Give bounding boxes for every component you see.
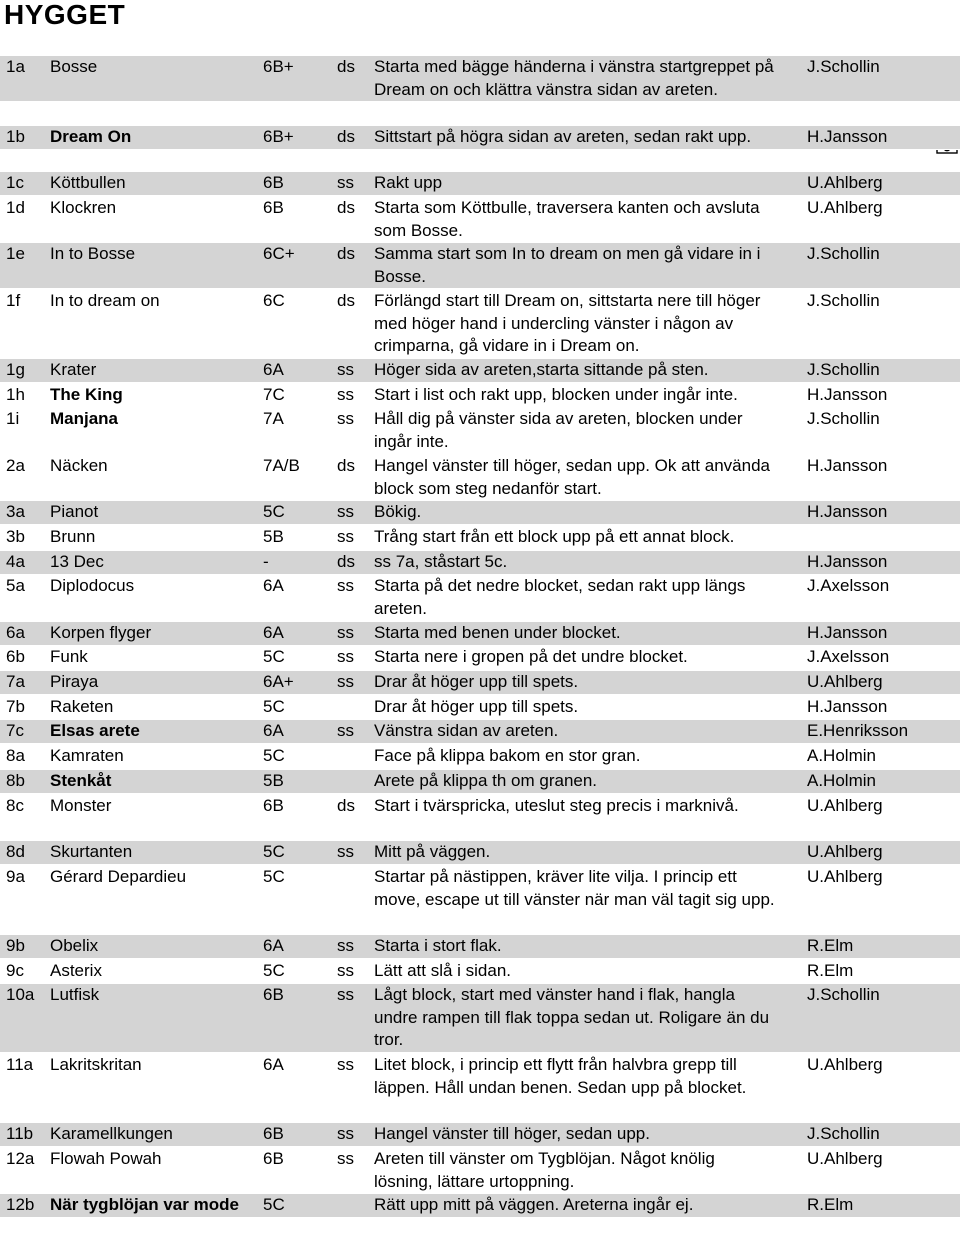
problem-description [374,56,804,101]
problem-id: 7a [6,672,25,691]
problem-description [374,290,804,358]
description-line: Starta nere i gropen på det undre blocket. [374,647,688,666]
problem-grade: 6B [263,173,284,192]
problem-grade: 7A/B [263,456,300,475]
row-divider [0,549,960,550]
problem-start-type: ds [337,244,355,263]
row-divider [0,864,960,865]
problem-name: Obelix [50,936,99,955]
problem-id: 5a [6,576,25,595]
description-line: Rakt upp [374,173,443,192]
problem-start-type: ss [337,1124,354,1143]
description-line: block som steg nedanför start. [374,478,602,498]
problem-description [374,646,804,669]
problem-author: J.Schollin [807,244,880,263]
problem-name: Kamraten [50,746,124,765]
description-line: Start i tvärspricka, uteslut steg precis i marknivå. [374,796,739,815]
table-row [0,960,960,984]
problem-name: Köttbullen [50,173,126,192]
description-line: Trång start från ett block upp på ett annat block. [374,527,735,546]
table-row [0,575,960,621]
description-line: lösning, lättare urtoppning. [374,1171,575,1191]
problem-grade: 6A [263,623,284,642]
problem-id: 8b [6,771,25,790]
problem-id: 8c [6,796,24,815]
problem-author: U.Ahlberg [807,842,883,861]
problem-name: Karamellkungen [50,1124,173,1143]
problem-id: 6b [6,647,25,666]
problem-start-type: ss [337,409,354,428]
table-row [0,359,960,383]
problem-id: 1e [6,244,25,263]
row-divider [0,1146,960,1147]
problem-author: U.Ahlberg [807,1149,883,1168]
problem-id: 4a [6,552,25,571]
description-line: Höger sida av areten,starta sittande på sten. [374,360,709,379]
problem-name: Gérard Depardieu [50,867,187,886]
problem-name: In to dream on [50,291,160,310]
row-divider [0,1052,960,1053]
row-divider [0,382,960,383]
description-line: Vänstra sidan av areten. [374,721,559,740]
description-line: Litet block, i princip ett flytt från halvbra grepp till [374,1055,737,1074]
table-row [0,671,960,695]
description-line: Arete på klippa th om granen. [374,771,598,790]
problem-grade: 5C [263,502,285,521]
problem-name: Funk [50,647,88,666]
description-line: med höger hand i undercling vänster i någon av [374,313,734,333]
problem-grade: 5C [263,746,285,765]
problem-id: 10a [6,985,35,1004]
problem-name: Flowah Powah [50,1149,162,1168]
problem-author: U.Ahlberg [807,796,883,815]
problem-name: Brunn [50,527,96,546]
problem-name: Asterix [50,961,102,980]
problem-start-type: ss [337,1149,354,1168]
table-row [0,841,960,865]
problem-start-type: ss [337,721,354,740]
problem-start-type: ds [337,552,355,571]
problem-name: Bosse [50,57,98,76]
row-divider [0,195,960,196]
problem-description [374,1054,804,1099]
description-line: Starta med bägge händerna i vänstra startgreppet på [374,57,774,76]
description-line: Rätt upp mitt på väggen. Areterna ingår ej. [374,1195,694,1214]
problem-description [374,745,804,768]
description-line: Face på klippa bakom en stor gran. [374,746,641,765]
problem-author: J.Schollin [807,1124,880,1143]
row-divider [0,1099,960,1100]
problem-description [374,1148,804,1193]
problem-grade: 5C [263,961,285,980]
problem-description [374,551,804,574]
row-divider [0,768,960,769]
description-line: Areten till vänster om Tygblöjan. Något knölig [374,1149,715,1168]
problem-author: R.Elm [807,1195,854,1214]
problem-author: H.Jansson [807,456,888,475]
description-line: Starta som Köttbulle, traversera kanten och avsluta [374,198,760,217]
problem-start-type: ss [337,985,354,1004]
problem-id: 1g [6,360,25,379]
problem-grade: 6B [263,1149,284,1168]
problem-author: A.Holmin [807,771,876,790]
problem-id: 8d [6,842,25,861]
problem-author: J.Axelsson [807,576,890,595]
problem-id: 11b [6,1124,34,1143]
description-line: Förlängd start till Dream on, sittstarta nere till höger [374,291,761,310]
table-row [0,1194,960,1218]
description-line: Start i list och rakt upp, blocken under ingår inte. [374,385,738,404]
problem-name: Näcken [50,456,108,475]
problem-grade: 6C [263,291,285,310]
problem-author: J.Schollin [807,985,880,1004]
problem-description [374,720,804,743]
problem-grade: 6C+ [263,244,295,263]
table-row [0,622,960,646]
table-row [0,696,960,720]
table-row [0,866,960,912]
problem-id: 2a [6,456,25,475]
table-row [0,720,960,744]
problem-name: När tygblöjan var mode [50,1195,239,1214]
problem-author: H.Jansson [807,385,888,404]
table-row [0,197,960,243]
problem-id: 11a [6,1055,34,1074]
problem-id: 1a [6,57,25,76]
problem-description [374,197,804,242]
problem-description [374,671,804,694]
problem-name: Lakritskritan [50,1055,142,1074]
problem-grade: 5C [263,697,285,716]
problem-author: A.Holmin [807,746,876,765]
problem-grade: 6B+ [263,57,294,76]
problem-author: H.Jansson [807,623,888,642]
problem-description [374,770,804,793]
problem-grade: 6A [263,721,284,740]
problem-start-type: ss [337,385,354,404]
description-line: Hangel vänster till höger, sedan upp. Ok att använda [374,456,770,475]
row-divider [0,669,960,670]
row-divider [0,1217,960,1218]
problem-description [374,935,804,958]
description-line: Hangel vänster till höger, sedan upp. [374,1124,650,1143]
problem-grade: 6B [263,796,284,815]
problem-description [374,455,804,500]
problem-grade: 6B+ [263,127,294,146]
problem-author: H.Jansson [807,127,888,146]
problem-description [374,408,804,453]
problem-id: 7c [6,721,24,740]
problem-grade: 5C [263,1195,285,1214]
description-line: Drar åt höger upp till spets. [374,697,579,716]
problem-start-type: ss [337,173,354,192]
problem-id: 9c [6,961,24,980]
table-row [0,1123,960,1147]
description-line: Drar åt höger upp till spets. [374,672,579,691]
problem-description [374,126,804,149]
table-row [0,126,960,150]
problem-id: 12a [6,1149,35,1168]
table-row [0,56,960,102]
problem-id: 1i [6,409,20,428]
problem-id: 1h [6,385,25,404]
problem-name: Manjana [50,409,119,428]
row-divider [0,818,960,819]
row-divider [0,694,960,695]
problem-name: Elsas arete [50,721,140,740]
page-title: HYGGET [4,0,126,30]
problem-name: Monster [50,796,112,815]
problem-start-type: ss [337,1055,354,1074]
problem-author: R.Elm [807,961,854,980]
description-line: Håll dig på vänster sida av areten, blocken under [374,409,743,428]
problem-grade: 7C [263,385,285,404]
problem-description [374,243,804,288]
description-line: Bökig. [374,502,422,521]
description-line: Sittstart på högra sidan av areten, sedan rakt upp. [374,127,752,146]
problem-description [374,526,804,549]
description-line: move, escape ut till vänster när man väl tagit sig upp. [374,889,775,909]
problem-grade: 5C [263,867,285,886]
description-line: ss 7a, ståstart 5c. [374,552,508,571]
problem-description [374,841,804,864]
problem-grade: 7A [263,409,284,428]
problem-id: 9b [6,936,25,955]
problem-author: E.Henriksson [807,721,909,740]
problem-author: J.Schollin [807,409,880,428]
problem-name: Krater [50,360,97,379]
problem-author: J.Schollin [807,360,880,379]
table-row [0,290,960,359]
problem-id: 1d [6,198,25,217]
row-divider [0,793,960,794]
description-line: tror. [374,1030,404,1050]
problem-author: R.Elm [807,936,854,955]
problem-start-type: ss [337,936,354,955]
problem-id: 8a [6,746,25,765]
problem-name: Skurtanten [50,842,133,861]
problem-author: J.Axelsson [807,647,890,666]
table-row [0,1054,960,1100]
problem-description [374,384,804,407]
problem-id: 6a [6,623,25,642]
problem-author: H.Jansson [807,697,888,716]
table-row [0,745,960,769]
problem-id: 1c [6,173,24,192]
problem-description [374,1194,804,1217]
row-divider [0,101,960,102]
table-row [0,408,960,454]
problem-name: The King [50,385,123,404]
problem-grade: 5B [263,771,284,790]
problem-id: 12b [6,1195,35,1214]
problem-grade: 5C [263,842,285,861]
problem-grade: 6B [263,198,284,217]
problem-author: U.Ahlberg [807,1055,883,1074]
description-line: crimparna, gå vidare in i Dream on. [374,336,640,356]
problem-name: Stenkåt [50,771,112,790]
problem-start-type: ss [337,961,354,980]
problem-grade: 6B [263,1124,284,1143]
description-line: Mitt på väggen. [374,842,491,861]
table-row [0,243,960,289]
problem-author: U.Ahlberg [807,198,883,217]
problem-description [374,1123,804,1146]
problem-description [374,172,804,195]
problem-id: 9a [6,867,25,886]
problem-start-type: ds [337,456,355,475]
problem-grade: 6A [263,1055,284,1074]
problem-start-type: ss [337,502,354,521]
problem-start-type: ds [337,291,355,310]
problem-description [374,795,804,818]
description-line: Starta i stort flak. [374,936,502,955]
problem-grade: 6A+ [263,672,294,691]
problem-name: In to Bosse [50,244,136,263]
problem-description [374,984,804,1052]
description-line: läppen. Håll undan benen. Sedan upp på blocket. [374,1077,747,1097]
problem-start-type: ss [337,647,354,666]
table-row [0,795,960,819]
row-divider [0,743,960,744]
problem-id: 3a [6,502,25,521]
problem-name: 13 Dec [50,552,104,571]
table-row [0,172,960,196]
problem-grade: 6A [263,936,284,955]
problem-grade: 6A [263,576,284,595]
table-row [0,526,960,550]
table-row [0,1148,960,1194]
problem-start-type: ds [337,127,355,146]
table-row [0,935,960,959]
problem-start-type: ss [337,360,354,379]
table-row [0,770,960,794]
description-line: Starta på det nedre blocket, sedan rakt upp längs [374,576,746,595]
description-line: Startar på nästippen, kräver lite vilja. I princip ett [374,867,737,886]
row-divider [0,149,960,150]
description-line: Starta med benen under blocket. [374,623,621,642]
problem-author: U.Ahlberg [807,867,883,886]
problem-start-type: ss [337,672,354,691]
problem-start-type: ds [337,57,355,76]
problem-grade: 6B [263,985,284,1004]
problem-id: 7b [6,697,25,716]
row-divider [0,911,960,912]
problem-name: Klockren [50,198,117,217]
description-line: som Bosse. [374,220,463,240]
problem-start-type: ds [337,796,355,815]
description-line: Lågt block, start med vänster hand i flak, hangla [374,985,735,1004]
problem-author: H.Jansson [807,552,888,571]
problem-start-type: ss [337,576,354,595]
problem-name: Pianot [50,502,99,521]
problem-grade: 5C [263,647,285,666]
problem-name: Lutfisk [50,985,100,1004]
problem-start-type: ss [337,623,354,642]
problem-grade: 6A [263,360,284,379]
problem-start-type: ds [337,198,355,217]
problem-author: J.Schollin [807,57,880,76]
problem-name: Dream On [50,127,132,146]
table-row [0,384,960,408]
problem-author: J.Schollin [807,291,880,310]
table-row [0,551,960,575]
problem-description [374,501,804,524]
problem-description [374,960,804,983]
description-line: Lätt att slå i sidan. [374,961,512,980]
description-line: Dream on och klättra vänstra sidan av areten. [374,79,718,99]
problem-name: Diplodocus [50,576,135,595]
problem-author: H.Jansson [807,502,888,521]
problem-id: 1b [6,127,25,146]
row-divider [0,958,960,959]
description-line: ingår inte. [374,431,449,451]
problem-id: 3b [6,527,25,546]
problem-name: Raketen [50,697,114,716]
description-line: Samma start som In to dream on men gå vidare in i [374,244,761,263]
problem-author: U.Ahlberg [807,672,883,691]
problem-start-type: ss [337,527,354,546]
problem-id: 1f [6,291,21,310]
description-line: Bosse. [374,266,426,286]
problem-description [374,622,804,645]
table-row [0,501,960,525]
description-line: areten. [374,598,427,618]
problem-name: Piraya [50,672,99,691]
problem-description [374,866,804,911]
problem-grade: 5B [263,527,284,546]
table-row [0,984,960,1053]
problem-start-type: ss [337,842,354,861]
problem-description [374,575,804,620]
problem-author: U.Ahlberg [807,173,883,192]
table-row [0,455,960,501]
problem-description [374,359,804,382]
problem-description [374,696,804,719]
row-divider [0,524,960,525]
problem-name: Korpen flyger [50,623,152,642]
problem-grade: - [263,552,269,571]
table-row [0,646,960,670]
description-line: undre rampen till flak toppa sedan ut. Roligare än du [374,1007,770,1027]
